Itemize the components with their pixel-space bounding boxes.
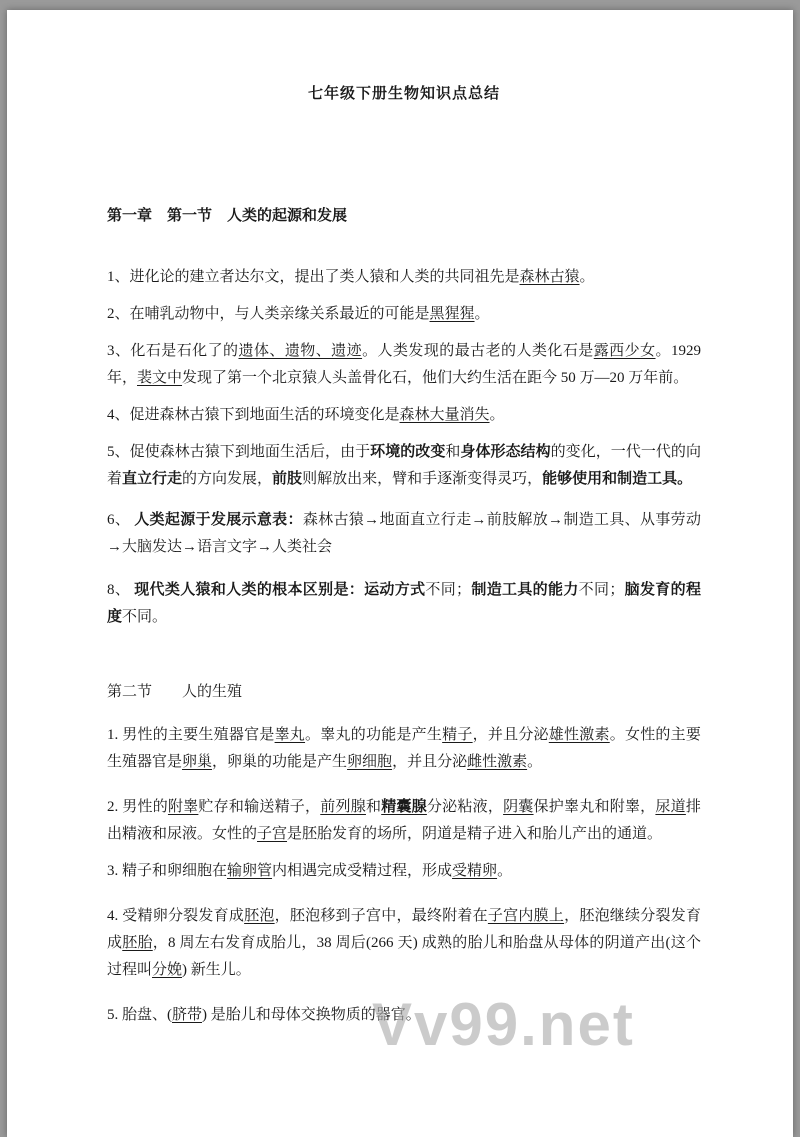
text-segment: 制造工具的能力 (471, 582, 579, 598)
text-segment: 和 (445, 444, 461, 460)
paragraph (107, 577, 701, 631)
text-segment: 不同； (425, 582, 472, 598)
text-segment: 分泌粘液， (426, 799, 504, 815)
text-segment: 8、 (107, 582, 135, 598)
text-segment: 子宫 (257, 826, 288, 842)
paragraph (107, 402, 701, 429)
text-segment: 直立行走 (122, 471, 183, 487)
text-segment: 。 (527, 754, 543, 770)
text-segment: 不同。 (122, 609, 168, 625)
paragraph (107, 903, 701, 984)
text-segment: 4、促进森林古猿下到地面生活的环境变化是 (107, 407, 400, 423)
text-segment: ，并且分泌 (472, 727, 549, 743)
document-page (7, 10, 793, 1137)
text-segment: ，8 周左右发育成胎儿，38 周后(266 天) 成熟的胎儿和胎盘从母体的阴道产出(这个过程叫 (107, 935, 701, 978)
text-segment: 人类起源于发展示意表： (134, 512, 303, 528)
text-segment: 环境的改变 (370, 444, 446, 460)
text-segment: ，胚泡继续分裂发育成 (107, 908, 701, 951)
text-segment: 1、进化论的建立者达尔文，提出了类人猿和人类的共同祖先是 (107, 269, 520, 285)
text-segment: 裴文中 (137, 370, 183, 386)
text-segment: 卵巢 (182, 754, 213, 770)
text-segment: 。 (474, 306, 490, 322)
text-segment: 尿道 (655, 799, 686, 815)
text-segment: 1. 男性的主要生殖器官是 (107, 727, 275, 743)
text-segment: 阴囊 (503, 799, 534, 815)
text-segment: 第一章 第一节 人类的起源和发展 (107, 208, 348, 224)
text-segment: 排出精液和尿液。女性的 (107, 799, 701, 842)
text-segment: 。 (579, 269, 595, 285)
text-segment: 和 (365, 799, 382, 815)
paragraph (107, 794, 701, 848)
text-segment: 脐带 (172, 1007, 203, 1023)
text-segment: ，胚泡移到子宫中，最终附着在 (274, 908, 488, 924)
text-segment: 输卵管 (227, 863, 273, 879)
text-segment: 分娩 (152, 962, 183, 978)
text-segment: 现代类人猿和人类的根本区别是：运动方式 (134, 582, 426, 598)
text-segment: 雌性激素 (467, 754, 528, 770)
paragraph (107, 439, 701, 493)
text-segment: 遗体、遗物、遗迹 (238, 343, 363, 359)
text-segment: 卵细胞 (347, 754, 393, 770)
text-segment: 森林古猿→地面直立行走→前肢解放→制造工具、从事劳动→大脑发达→语言文字→人类社会 (107, 512, 701, 555)
text-segment: 子宫内膜上 (487, 908, 565, 924)
site-watermark: Vv99.net (372, 991, 635, 1058)
section-heading (107, 203, 701, 230)
text-segment: 受精卵 (452, 863, 498, 879)
text-segment: 附睾 (167, 799, 199, 815)
text-segment: 保护睾丸和附睾， (533, 799, 656, 815)
text-segment: 。 (489, 407, 505, 423)
text-segment: 则解放出来，臂和手逐渐变得灵巧， (302, 471, 543, 487)
text-segment: 精子 (442, 727, 473, 743)
text-segment: 2、在哺乳动物中，与人类亲缘关系最近的可能是 (107, 306, 430, 322)
text-segment: 前肢 (272, 471, 303, 487)
text-segment: 4. 受精卵分裂发育成 (107, 908, 245, 924)
paragraph (107, 338, 701, 392)
text-segment: 5、促使森林古猿下到地面生活后，由于 (107, 444, 371, 460)
paragraph (107, 858, 701, 885)
text-segment: 胚胎 (122, 935, 153, 951)
text-segment: 的变化，一代一代的向着 (107, 444, 701, 487)
text-segment: 内相遇完成受精过程，形成 (272, 863, 453, 879)
text-segment: 睾丸 (274, 727, 306, 743)
text-segment: 。睾丸的功能是产生 (305, 727, 443, 743)
paragraph (107, 507, 701, 561)
text-segment: 第二节 人的生殖 (107, 684, 243, 700)
text-segment: 贮存和输送精子， (198, 799, 321, 815)
text-segment: 的方向发展， (182, 471, 273, 487)
text-segment: 不同； (578, 582, 625, 598)
text-segment: 发现了第一个北京猿人头盖骨化石，他们大约生活在距今 50 万—20 万年前。 (182, 370, 689, 386)
text-segment: 雄性激素 (548, 727, 610, 743)
text-segment: ) 是胎儿和母体交换物质的器官。 (202, 1007, 421, 1023)
text-segment: 5. 胎盘、( (107, 1007, 172, 1023)
text-segment: 能够使用和制造工具。 (542, 471, 693, 487)
text-segment: 是胚胎发育的场所，阴道是精子进入和胎儿产出的通道。 (287, 826, 663, 842)
text-segment: ，卵巢的功能是产生 (212, 754, 348, 770)
document-title: 七年级下册生物知识点总结 (307, 86, 500, 102)
text-segment: 胚泡 (244, 908, 275, 924)
text-segment: 。1929年， (107, 343, 701, 386)
paragraph (107, 264, 701, 291)
text-segment: 露西少女 (593, 343, 656, 359)
text-segment: 。 (497, 863, 513, 879)
section-chapter2 (107, 679, 701, 1029)
document-content (7, 10, 793, 1079)
text-segment: ) 新生儿。 (182, 962, 251, 978)
paragraph (107, 301, 701, 328)
paragraph (107, 1002, 701, 1029)
paragraph (107, 722, 701, 776)
text-segment: 。人类发现的最古老的人类化石是 (362, 343, 594, 359)
text-segment: 3. 精子和卵细胞在 (107, 863, 228, 879)
text-segment: 脑发育的程度 (107, 582, 701, 625)
text-segment: 3、化石是石化了的 (107, 343, 239, 359)
text-segment: 前列腺 (320, 799, 366, 815)
text-segment: 2. 男性的 (107, 799, 168, 815)
section-chapter1 (107, 203, 701, 631)
text-segment: 精囊腺 (381, 799, 427, 815)
text-segment: 森林古猿 (519, 269, 580, 285)
text-segment: 6、 (107, 512, 135, 528)
text-segment: ，并且分泌 (392, 754, 468, 770)
text-segment: 森林大量消失 (399, 407, 490, 423)
text-segment: 身体形态结构 (460, 444, 551, 460)
section-heading (107, 679, 701, 706)
text-segment: 。女性的主要生殖器官是 (107, 727, 701, 770)
text-segment: 黑猩猩 (429, 306, 475, 322)
